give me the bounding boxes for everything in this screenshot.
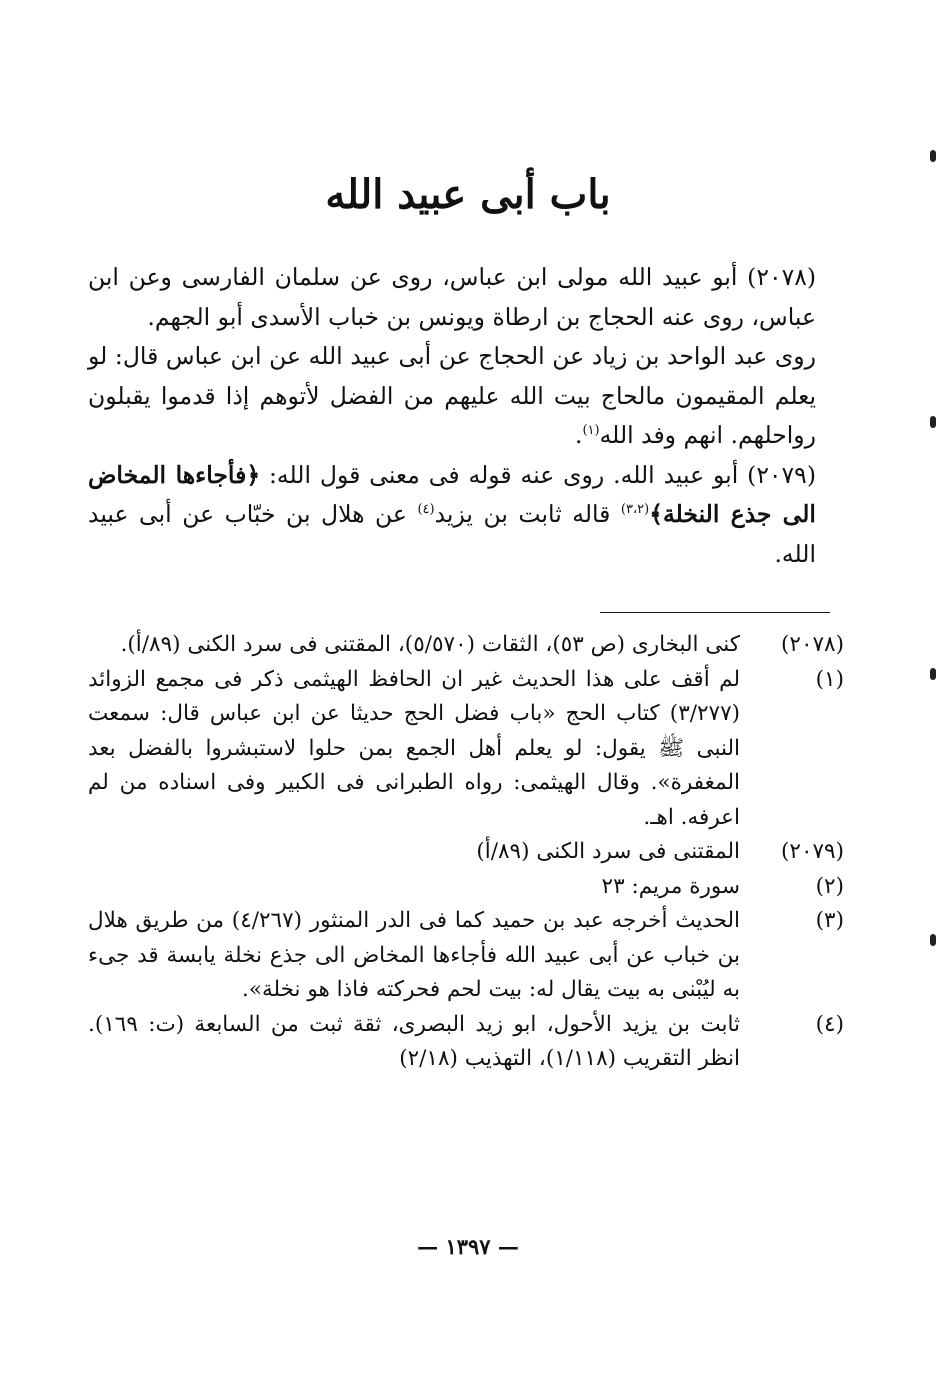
chapter-title: باب أبى عبيد الله bbox=[325, 171, 611, 218]
footnote-text: لم أقف على هذا الحديث غير ان الحافظ الهيثمى ذكر فى مجمع الزوائد (٣/٢٧٧) كتاب الحج «باب فضل الحج حديثا عن ابن عباس قال: سمعت النبى ﷺ يقول: لو يعلم أهل الجمع بمن حلوا لاستبشروا بالفضل بعد المغفرة». وقال الهيثمى: رواه الطبرانى فى الكبير وفى اسناده من لم اعرفه. اهـ. bbox=[88, 666, 741, 830]
footnote-ref: (١) bbox=[582, 423, 600, 439]
page-number: — ١٣٩٧ — bbox=[417, 1234, 519, 1259]
entry-text: عن هلال بن خبّاب عن أبى عبيد الله. bbox=[88, 500, 816, 568]
footnote-number: (٣) bbox=[815, 908, 844, 933]
footnote-text: المقتنى فى سرد الكنى (٨٩/أ) bbox=[476, 839, 740, 864]
footnote bbox=[88, 870, 844, 905]
footnote-ref: (٣،٢) bbox=[620, 502, 650, 518]
entry-2078 bbox=[88, 258, 844, 337]
entry-2079 bbox=[88, 456, 844, 575]
scan-edge-mark bbox=[930, 934, 936, 946]
quran-quote: ﴿فأجاءها المخاض الى جذع النخلة﴾ bbox=[88, 460, 816, 528]
footnote bbox=[88, 904, 844, 1008]
footnote-number: (٢) bbox=[815, 873, 844, 899]
scan-edge-mark bbox=[930, 416, 936, 428]
footnote-divider bbox=[600, 612, 830, 613]
footnote-text: كنى البخارى (ص ٥٣)، الثقات (٥/٥٧٠)، المقتنى فى سرد الكنى (٨٩/أ). bbox=[120, 632, 740, 657]
footnote bbox=[88, 663, 844, 836]
footnote-text: سورة مريم: ٢٣ bbox=[601, 873, 740, 899]
entry-text: أبو عبيد الله مولى ابن عباس، روى عن سلمان الفارسى وعن ابن عباس، روى عنه الحجاج بن ارطاة ويونس بن خباب الأسدى أبو الجهم. bbox=[88, 263, 816, 331]
footnote-number: (٢٠٧٨) bbox=[781, 632, 844, 657]
entry-text: قاله ثابت بن يزيد bbox=[434, 500, 611, 528]
footnote bbox=[88, 628, 844, 663]
footnote-text: ثابت بن يزيد الأحول، ابو زيد البصرى، ثقة ثبت من السابعة (ت: ١٦٩). انظر التقريب (١/١١٨)، التهذيب (٢/١٨) bbox=[88, 1011, 740, 1071]
footnote-text: الحديث أخرجه عبد بن حميد كما فى الدر المنثور (٤/٢٦٧) من طريق هلال بن خباب عن أبى عبيد الله فأجاءها المخاض الى جذع نخلة يابسة قد جىء به ليُبْنى به بيت يقال له: بيت لحم فحركته فاذا هو نخلة». bbox=[88, 908, 740, 1002]
scan-edge-mark bbox=[930, 150, 936, 162]
entry-text: أبو عبيد الله. روى عنه قوله فى معنى قول الله: bbox=[269, 460, 739, 489]
footnote-number: (١) bbox=[815, 666, 844, 692]
main-text bbox=[88, 258, 844, 574]
footnote-number: (٢٠٧٩) bbox=[781, 839, 844, 864]
footnotes bbox=[88, 628, 844, 1077]
scan-edge-mark bbox=[930, 668, 936, 680]
footnote-ref: (٤) bbox=[417, 502, 435, 518]
entry-number: (٢٠٧٩) bbox=[747, 460, 816, 489]
hadith-paragraph: روى عبد الواحد بن زياد عن الحجاج عن أبى عبيد الله عن ابن عباس قال: لو يعلم المقيمون مالحاج بيت الله عليهم من الفضل لأتوهم إذا قدموا يقبلون رواحلهم. انهم وفد الله$^{(١)}$. bbox=[88, 342, 816, 449]
footnote bbox=[88, 1008, 844, 1077]
hadith-text: روى عبد الواحد بن زياد عن الحجاج عن أبى عبيد الله عن ابن عباس قال: لو يعلم المقيمون مالحاج بيت الله عليهم من الفضل لأتوهم إذا قدموا يقبلون رواحلهم. انهم وفد الله bbox=[88, 342, 816, 449]
footnote bbox=[88, 835, 844, 870]
entry-number: (٢٠٧٨) bbox=[747, 263, 816, 291]
footnote-number: (٤) bbox=[815, 1011, 844, 1037]
